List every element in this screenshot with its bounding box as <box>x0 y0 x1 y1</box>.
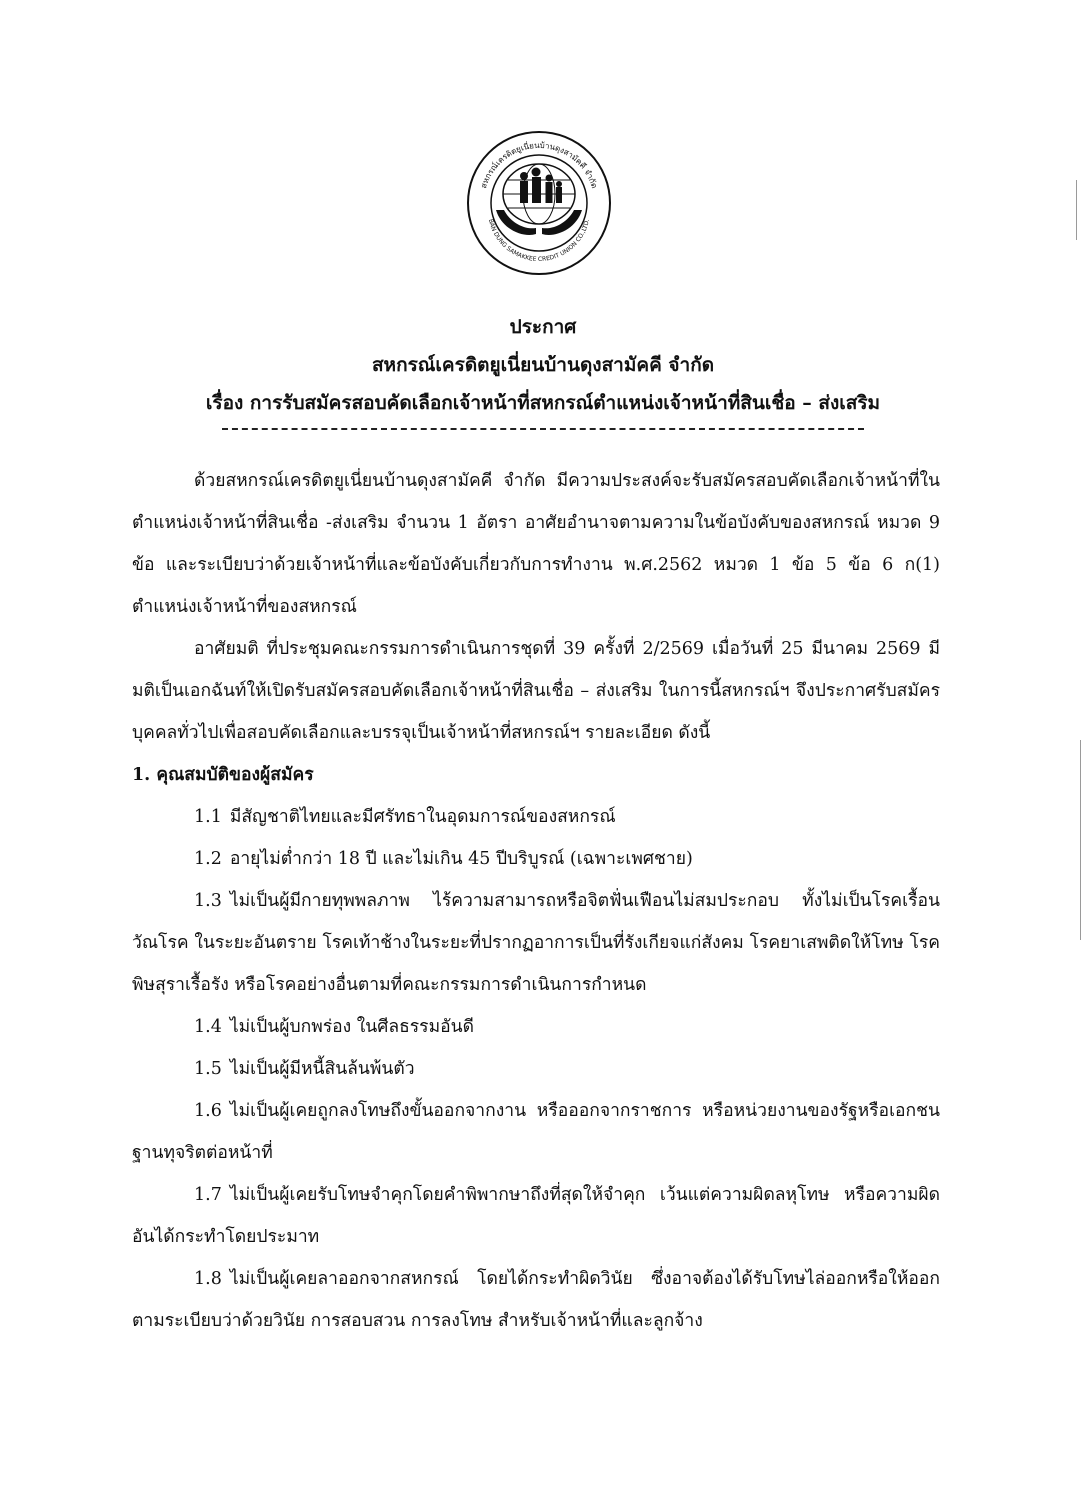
scan-edge-mark <box>1076 180 1077 240</box>
announcement-header <box>0 308 1086 430</box>
intro-paragraph-1: ด้วยสหกรณ์เครดิตยูเนี่ยนบ้านดุงสามัคคี จำกัด มีความประสงค์จะรับสมัครสอบคัดเลือกเจ้าหน้าที่ในตำแหน่งเจ้าหน้าที่สินเชื่อ -ส่งเสริม จำนวน 1 อัตรา อาศัยอำนาจตามความในข้อบังคับของสหกรณ์ หมวด 9 ข้อ และระเบียบว่าด้วยเจ้าหน้าที่และข้อบังคับเกี่ยวกับการทำงาน พ.ศ.2562 หมวด 1 ข้อ 5 ข้อ 6 ก(1) ตำแหน่งเจ้าหน้าที่ของสหกรณ์ <box>132 471 940 617</box>
organization-name: สหกรณ์เครดิตยูเนี่ยนบ้านดุงสามัคคี จำกัด <box>371 354 715 376</box>
qualification-text: ไม่เป็นผู้มีหนี้สินล้นพ้นตัว <box>229 1059 415 1079</box>
qualification-number: 1.1 <box>194 807 222 827</box>
announcement-body <box>132 460 940 1342</box>
dashed-divider <box>222 428 864 430</box>
section-1-heading: 1. คุณสมบัติของผู้สมัคร <box>132 765 314 785</box>
qualification-number: 1.7 <box>194 1185 222 1205</box>
qualification-item <box>132 880 940 1006</box>
qualification-item <box>132 1174 940 1258</box>
announcement-title: ประกาศ <box>509 316 577 338</box>
qualification-number: 1.8 <box>194 1269 222 1289</box>
logo-ring-text-bottom: BAN DUNG SAMAKKEE CREDIT UNION CO.,LTD. <box>486 218 592 264</box>
announcement-subject: เรื่อง การรับสมัครสอบคัดเลือกเจ้าหน้าที่สหกรณ์ตำแหน่งเจ้าหน้าที่สินเชื่อ – ส่งเสริม <box>205 392 881 414</box>
logo-ring-text-top: สหกรณ์เครดิตยูเนี่ยนบ้านดุงสามัคคี จำกัด <box>479 140 599 190</box>
qualification-text: ไม่เป็นผู้เคยลาออกจากสหกรณ์ โดยได้กระทำผิดวินัย ซึ่งอาจต้องได้รับโทษไล่ออกหรือให้ออกตามระเบียบว่าด้วยวินัย การสอบสวน การลงโทษ สำหรับเจ้าหน้าที่และลูกจ้าง <box>132 1269 940 1331</box>
qualification-number: 1.5 <box>194 1059 222 1079</box>
credit-union-logo-icon <box>466 130 612 276</box>
qualification-number: 1.2 <box>194 849 222 869</box>
svg-text:BAN DUNG SAMAKKEE CREDIT UNION <box>487 218 591 263</box>
qualification-text: อายุไม่ต่ำกว่า 18 ปี และไม่เกิน 45 ปีบริบูรณ์ (เฉพาะเพศชาย) <box>229 849 693 869</box>
qualification-number: 1.6 <box>194 1101 222 1121</box>
qualification-item <box>132 1048 940 1090</box>
qualification-number: 1.3 <box>194 891 222 911</box>
qualification-number: 1.4 <box>194 1017 222 1037</box>
qualification-text: มีสัญชาติไทยและมีศรัทธาในอุดมการณ์ของสหกรณ์ <box>229 807 616 827</box>
qualification-item <box>132 796 940 838</box>
qualification-item <box>132 838 940 880</box>
scan-edge-mark <box>1080 740 1081 940</box>
qualification-text: ไม่เป็นผู้บกพร่อง ในศีลธรรมอันดี <box>229 1017 474 1037</box>
intro-paragraph-2: อาศัยมติ ที่ประชุมคณะกรรมการดำเนินการชุดที่ 39 ครั้งที่ 2/2569 เมื่อวันที่ 25 มีนาคม 2569 มีมติเป็นเอกฉันท์ให้เปิดรับสมัครสอบคัดเลือกเจ้าหน้าที่สินเชื่อ – ส่งเสริม ในการนี้สหกรณ์ฯ จึงประกาศรับสมัครบุคคลทั่วไปเพื่อสอบคัดเลือกและบรรจุเป็นเจ้าหน้าที่สหกรณ์ฯ รายละเอียด ดังนี้ <box>132 639 940 743</box>
qualification-text: ไม่เป็นผู้มีกายทุพพลภาพ ไร้ความสามารถหรือจิตฟั่นเฟือนไม่สมประกอบ ทั้งไม่เป็นโรคเรื้อน วัณโรค ในระยะอันตราย โรคเท้าช้างในระยะที่ปรากฏอาการเป็นที่รังเกียจแก่สังคม โรคยาเสพติดให้โทษ โรคพิษสุราเรื้อรัง หรือโรคอย่างอื่นตามที่คณะกรรมการดำเนินการกำหนด <box>132 891 940 995</box>
qualification-item <box>132 1090 940 1174</box>
qualification-item <box>132 1258 940 1342</box>
qualification-text: ไม่เป็นผู้เคยถูกลงโทษถึงขั้นออกจากงาน หรือออกจากราชการ หรือหน่วยงานของรัฐหรือเอกชน ฐานทุจริตต่อหน้าที่ <box>132 1101 940 1163</box>
qualification-text: ไม่เป็นผู้เคยรับโทษจำคุกโดยคำพิพากษาถึงที่สุดให้จำคุก เว้นแต่ความผิดลหุโทษ หรือความผิดอันได้กระทำโดยประมาท <box>132 1185 940 1247</box>
qualification-item <box>132 1006 940 1048</box>
